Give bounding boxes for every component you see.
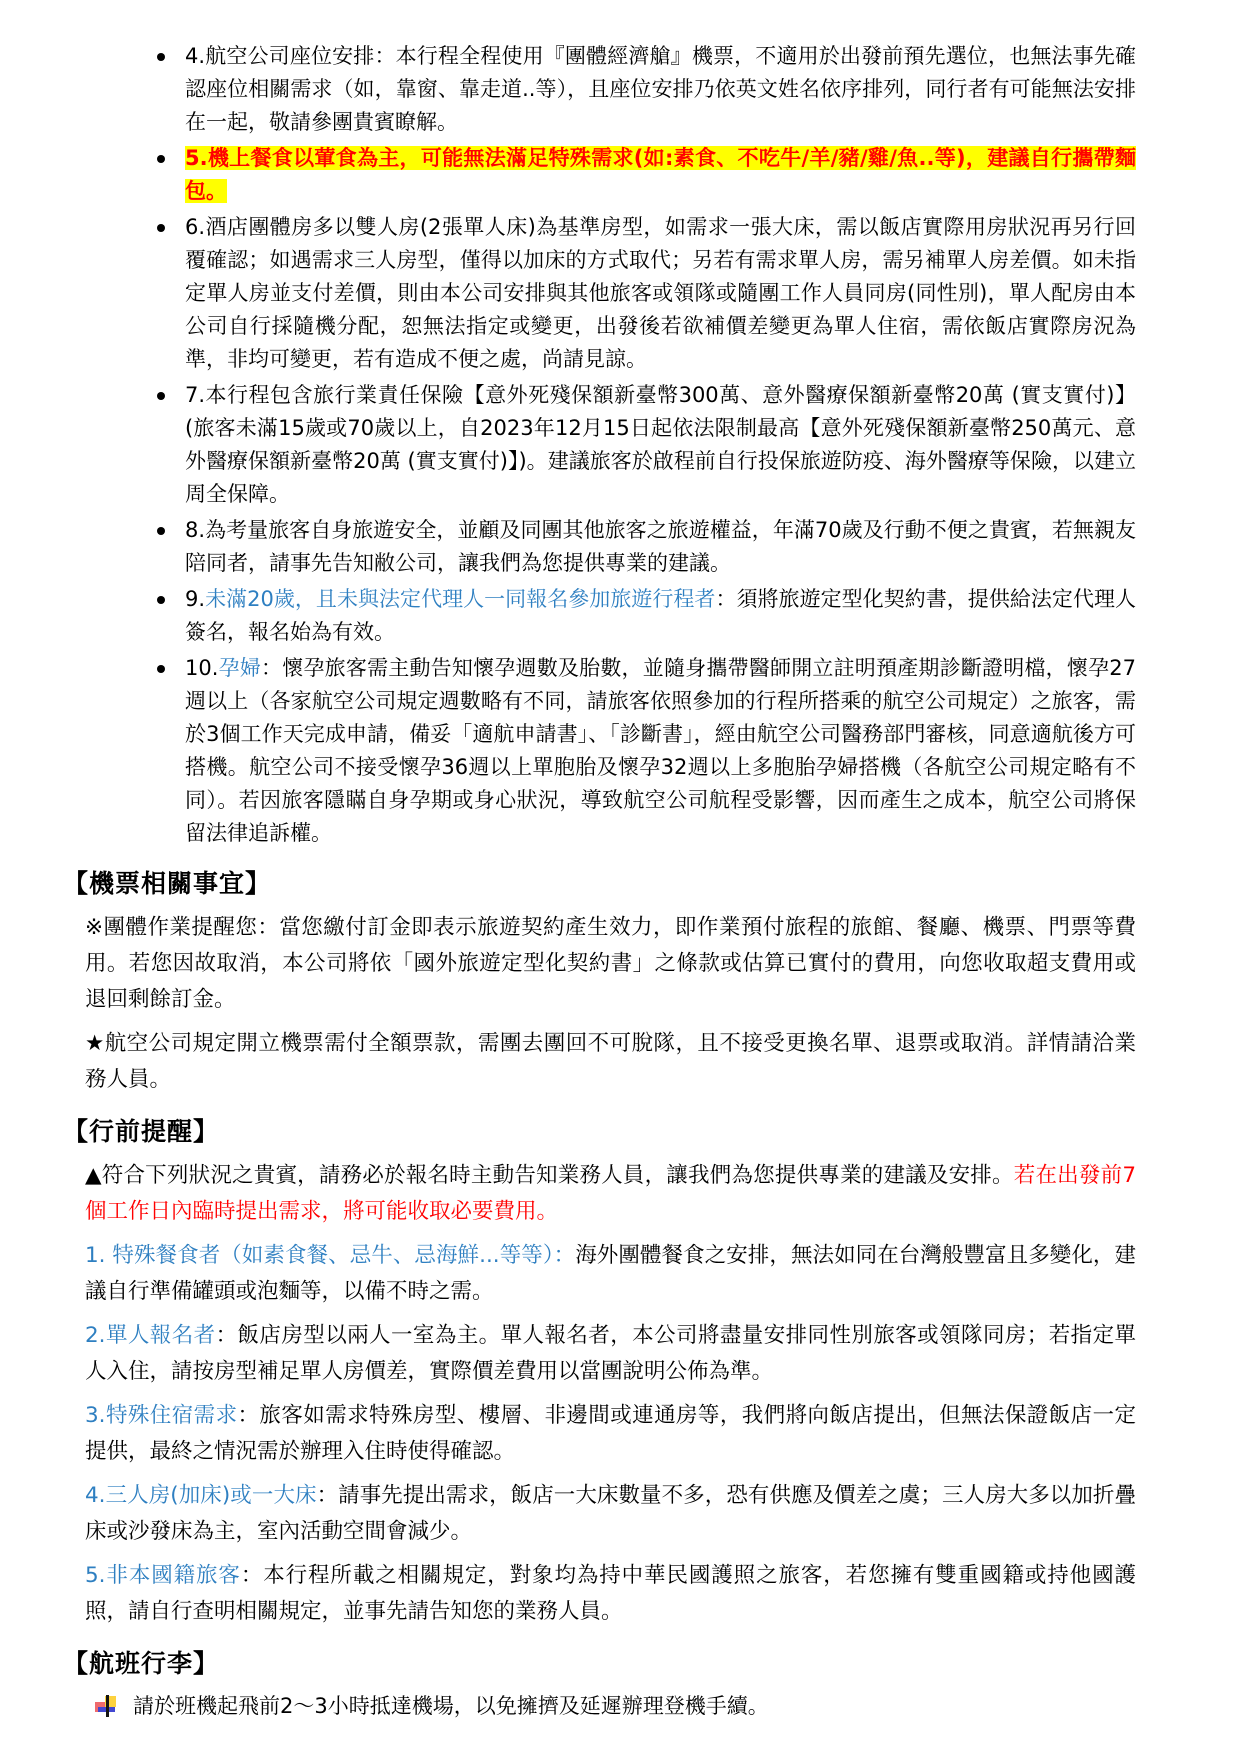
bullet-dot-icon <box>157 224 165 232</box>
list-item <box>63 583 1136 649</box>
bullet-dot-icon <box>157 392 165 400</box>
note-text <box>185 587 1136 644</box>
text-segment: 海外團體餐食之安排，無法如同在台灣般豐富且多變化，建議自行準備罐頭或泡麵等，以備不時之需。 <box>85 1243 1136 1304</box>
section-heading-ticket: 【機票相關事宜】 <box>63 869 272 898</box>
note-text <box>185 656 1136 845</box>
text-segment: ：懷孕旅客需主動告知懷孕週數及胎數，並隨身攜帶醫師開立註明預產期診斷證明檔，懷孕27週以上（各家航空公司規定週數略有不同，請旅客依照參加的行程所搭乘的航空公司規定）之旅客，需於3個工作天完成申請，備妥「適航申請書」、「診斷書」，經由航空公司醫務部門審核，同意適航後方可搭機。航空公司不接受懷孕36週以上單胞胎及懷孕32週以上多胞胎孕婦搭機（各航空公司規定略有不同）。若因旅客隱瞞自身孕期或身心狀況，導致航空公司航程受影響，因而產生之成本，航空公司將保留法律追訴權。 <box>185 656 1137 845</box>
text-segment: 5.機上餐食以葷食為主，可能無法滿足特殊需求(如:素食、不吃牛/羊/豬/雞/魚..等)，建議自行攜帶麵包。 <box>185 146 1136 203</box>
reminder-paragraphs <box>63 1158 1136 1630</box>
paragraph <box>63 1158 1136 1230</box>
text-segment: ▲符合下列狀況之貴賓，請務必於報名時主動告知業務人員，讓我們為您提供專業的建議及安排。 <box>85 1163 1014 1188</box>
text-segment: 4.航空公司座位安排：本行程全程使用『團體經濟艙』機票，不適用於出發前預先選位，也無法事先確認座位相關需求（如，靠窗、靠走道..等），且座位安排乃依英文姓名依序排列，同行者有可能無法安排在一起，敬請參團貴賓瞭解。 <box>185 44 1136 134</box>
text-segment: 孕婦 <box>218 656 262 680</box>
text-segment: 5.非本國籍旅客 <box>85 1563 241 1588</box>
pushpin-icon-stem-part <box>106 1695 109 1717</box>
list-item <box>63 652 1136 850</box>
bullet-dot-icon <box>157 665 165 673</box>
section-heading-reminder: 【行前提醒】 <box>63 1117 220 1146</box>
text-segment: ：請事先提出需求，飯店一大床數量不多，恐有供應及價差之虞；三人房大多以加折疊床或沙發床為主，室內活動空間會減少。 <box>85 1483 1136 1544</box>
list-item <box>63 379 1136 511</box>
list-item <box>63 211 1136 376</box>
bullet-dot-icon <box>157 527 165 535</box>
text-segment: 3.特殊住宿需求 <box>85 1403 238 1428</box>
text-segment: 若在出發前7個工作日內臨時提出需求，將可能收取必要費用。 <box>85 1163 1136 1224</box>
text-segment: 未滿20歲，且未與法定代理人一同報名參加旅遊行程者 <box>205 587 716 611</box>
text-segment: ：飯店房型以兩人一室為主。單人報名者，本公司將盡量安排同性別旅客或領隊同房；若指定單人入住，請按房型補足單人房價差，實際價差費用以當團說明公佈為準。 <box>85 1323 1137 1384</box>
luggage-text <box>133 1690 769 1723</box>
text-segment: 8.為考量旅客自身旅遊安全，並顧及同團其他旅客之旅遊權益，年滿70歲及行動不便之貴賓，若無親友陪同者，請事先告知敝公司，讓我們為您提供專業的建議。 <box>185 518 1136 575</box>
note-text <box>185 383 1136 506</box>
text-segment: ：須將旅遊定型化契約書，提供給法定代理人簽名，報名始為有效。 <box>185 587 1136 644</box>
notes-list <box>63 40 1136 850</box>
text-segment: 2.單人報名者 <box>85 1323 216 1348</box>
luggage-item <box>95 1690 1136 1723</box>
text-segment: 請於班機起飛前2～3小時抵達機場，以免擁擠及延遲辦理登機手續。 <box>133 1694 769 1718</box>
section-heading-luggage: 【航班行李】 <box>63 1649 220 1678</box>
text-segment: ：旅客如需求特殊房型、樓層、非邊間或連通房等，我們將向飯店提出，但無法保證飯店一定提供，最終之情況需於辦理入住時使得確認。 <box>85 1403 1136 1464</box>
paragraph <box>63 1558 1136 1630</box>
text-segment: 10. <box>185 656 219 680</box>
bullet-dot-icon <box>157 596 165 604</box>
note-text <box>185 215 1136 371</box>
list-item <box>63 40 1136 139</box>
text-segment: ：本行程所載之相關規定，對象均為持中華民國護照之旅客，若您擁有雙重國籍或持他國護照，請自行查明相關規定，並事先請告知您的業務人員。 <box>85 1563 1136 1624</box>
list-item <box>63 514 1136 580</box>
bullet-dot-icon <box>157 155 165 163</box>
paragraph <box>63 1478 1136 1550</box>
text-segment: ★航空公司規定開立機票需付全額票款，需團去團回不可脫隊，且不接受更換名單、退票或取消。詳情請洽業務人員。 <box>85 1031 1136 1092</box>
paragraph <box>63 1238 1136 1310</box>
note-text <box>185 44 1136 134</box>
text-segment: 9. <box>185 587 206 611</box>
text-segment: 1. 特殊餐食者（如素食餐、忌牛、忌海鮮...等等）： <box>85 1243 576 1268</box>
note-text <box>185 518 1136 575</box>
paragraph <box>63 1398 1136 1470</box>
bullet-dot-icon <box>157 53 165 61</box>
luggage-list <box>63 1690 1136 1723</box>
text-segment: 4.三人房(加床)或一大床 <box>85 1483 317 1508</box>
note-text <box>185 146 1136 203</box>
paragraph <box>63 1026 1136 1098</box>
paragraph <box>63 910 1136 1018</box>
ticket-paragraphs <box>63 910 1136 1098</box>
text-segment: 6.酒店團體房多以雙人房(2張單人床)為基準房型，如需求一張大床，需以飯店實際用房狀況再另行回覆確認；如遇需求三人房型，僅得以加床的方式取代；另若有需求單人房，需另補單人房差價。如未指定單人房並支付差價，則由本公司安排與其他旅客或領隊或隨團工作人員同房(同性別)，單人配房由本公司自行採隨機分配，恕無法指定或變更，出發後若欲補價差變更為單人住宿，需依飯店實際房況為準，非均可變更，若有造成不便之處，尚請見諒。 <box>185 215 1136 371</box>
list-item <box>63 142 1136 208</box>
paragraph <box>63 1318 1136 1390</box>
text-segment: 7.本行程包含旅行業責任保險【意外死殘保額新臺幣300萬、意外醫療保額新臺幣20萬 (實支實付)】(旅客未滿15歲或70歲以上，自2023年12月15日起依法限制最高【意外死殘保額新臺幣250萬元、意外醫療保額新臺幣20萬 (實支實付)】)。建議旅客於啟程前自行投保旅遊防疫、海外醫療等保險，以建立周全保障。 <box>185 383 1136 506</box>
text-segment: ※團體作業提醒您：當您繳付訂金即表示旅遊契約產生效力，即作業預付旅程的旅館、餐廳、機票、門票等費用。若您因故取消，本公司將依「國外旅遊定型化契約書」之條款或估算已實付的費用，向您收取超支費用或退回剩餘訂金。 <box>85 915 1136 1012</box>
pushpin-icon <box>95 1695 117 1717</box>
